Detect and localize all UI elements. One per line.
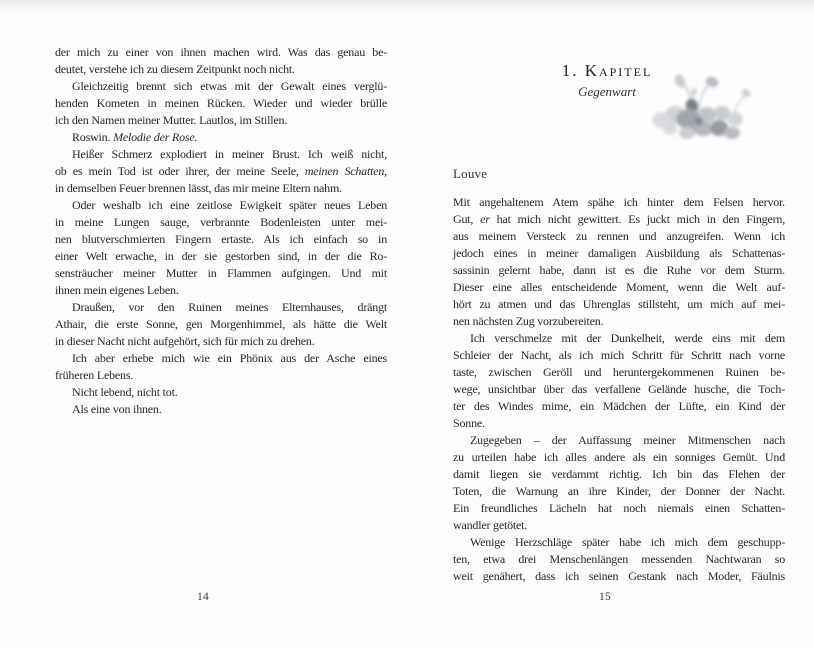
text-line: hört zu atmen und das Uhrenglas stillsteht, um mich auf mei- <box>453 297 785 311</box>
chapter-subtitle: Gegenwart <box>578 84 636 99</box>
text-line: Oder weshalb ich eine zeitlose Ewigkeit später neues Leben <box>72 198 387 212</box>
text-line: sassinin gelernt habe, dann ist es die Ruhe vor dem Sturm. <box>453 263 785 277</box>
left-page-text <box>55 44 387 418</box>
page-top-shadow <box>0 0 814 14</box>
text-line: Toten, die Warnung an ihre Kinder, der Donner der Nacht. <box>453 484 785 498</box>
text-line: damit liegen sie verdammt richtig. Ich bin das Flehen der <box>453 467 785 481</box>
text-line: Ich verschmelze mit der Dunkelheit, werde eins mit dem <box>470 331 785 345</box>
text-line: nen nächsten Zug vorzubereiten. <box>453 314 604 328</box>
text-line: aus meinem Versteck zu rennen und anzugreifen. Wenn ich <box>453 229 785 243</box>
text-line: Sonne. <box>453 416 485 430</box>
text-line: Gut, er hat mich nicht gewittert. Es juckt mich in den Fingern, <box>453 212 785 226</box>
text-line: weit genähert, dass ich seinen Gestank nach Moder, Fäulnis <box>453 569 785 583</box>
text-line: in meine Lungen sauge, verbrannte Bodenleisten unter mei- <box>55 215 387 229</box>
text-line: der mich zu einer von ihnen machen wird. Was das genau be- <box>55 45 387 59</box>
pov-name-label: Louve <box>453 166 488 181</box>
text-line: früheren Lebens. <box>55 368 134 382</box>
text-line: Draußen, vor den Ruinen meines Elternhauses, drängt <box>72 300 387 314</box>
text-line: Schleier der Nacht, als ich mich Schritt für Schritt nach vorne <box>453 348 785 362</box>
text-line: Dieser eine alles entscheidende Moment, wenn die Welt auf- <box>453 280 785 294</box>
text-line: Ich aber erhebe mich wie ein Phönix aus der Asche eines <box>72 351 387 365</box>
text-line: Gleichzeitig brennt sich etwas mit der Gewalt eines verglü- <box>72 79 387 93</box>
text-line: Roswin. Melodie der Rose. <box>72 130 198 144</box>
chapter-title: 1. Kapitel <box>561 61 653 80</box>
text-line: in demselben Feuer brennen lässt, das mir meine Eltern nahm. <box>55 181 342 195</box>
text-line: Heißer Schmerz explodiert in meiner Brust. Ich weiß nicht, <box>72 147 387 161</box>
text-line: ten, etwa drei Menschenlängen messenden Nachtwaran so <box>453 552 785 566</box>
text-line: wege, unsichtbar über das verfallene Gelände husche, die Toch- <box>453 382 785 396</box>
text-line: Mit angehaltenem Atem spähe ich hinter dem Felsen hervor. <box>453 195 785 209</box>
flower-illustration <box>637 71 771 153</box>
text-line: sensträucher meiner Mutter in Flammen aufgingen. Und mit <box>55 266 387 280</box>
text-line: henden Kometen in meinen Rücken. Wieder und wieder brülle <box>55 96 387 110</box>
text-line: zu urteilen habe ich alles andere als ein sonniges Gemüt. Und <box>453 450 785 464</box>
text-line: deutet, verstehe ich zu diesem Zeitpunkt noch nicht. <box>55 62 295 76</box>
left-page-number: 14 <box>196 591 210 603</box>
text-line: Nicht lebend, nicht tot. <box>72 385 178 399</box>
text-line: einer Welt erwache, in der sie gestorben sind, in der die Ro- <box>55 249 387 263</box>
text-line: taste, zwischen Geröll und heruntergekommenen Ruinen be- <box>453 365 785 379</box>
text-line: ich den Namen meiner Mutter. Lautlos, im Stillen. <box>55 113 288 127</box>
text-line: Athair, die erste Sonne, gen Morgenhimmel, als hätte die Welt <box>55 317 387 331</box>
text-line: Wenige Herzschläge später habe ich mich dem geschupp- <box>470 535 785 549</box>
text-line: Ein freundliches Lächeln hat noch niemals einen Schatten- <box>453 501 785 515</box>
text-line: wandler getötet. <box>453 518 528 532</box>
text-line: Zugegeben – der Auffassung meiner Mitmenschen nach <box>470 433 785 447</box>
text-line: ter des Windes mime, ein Mädchen der Lüfte, ein Kind der <box>453 399 785 413</box>
text-line: Als eine von ihnen. <box>72 402 162 416</box>
right-page-text <box>453 194 785 585</box>
text-line: ob es mein Tod ist oder ihrer, der meine Seele, meinen Schatten, <box>55 164 387 178</box>
text-line: nen blutverschmierten Fingern ertaste. Als ich einfach so in <box>55 232 387 246</box>
right-page-number: 15 <box>598 591 612 603</box>
text-line: jedoch eines in meiner damaligen Ausbildung als Schattenas- <box>453 246 785 260</box>
text-line: in dieser Nacht nicht aufgehört, sich für mich zu drehen. <box>55 334 315 348</box>
text-line: ihnen mein eigenes Leben. <box>55 283 179 297</box>
